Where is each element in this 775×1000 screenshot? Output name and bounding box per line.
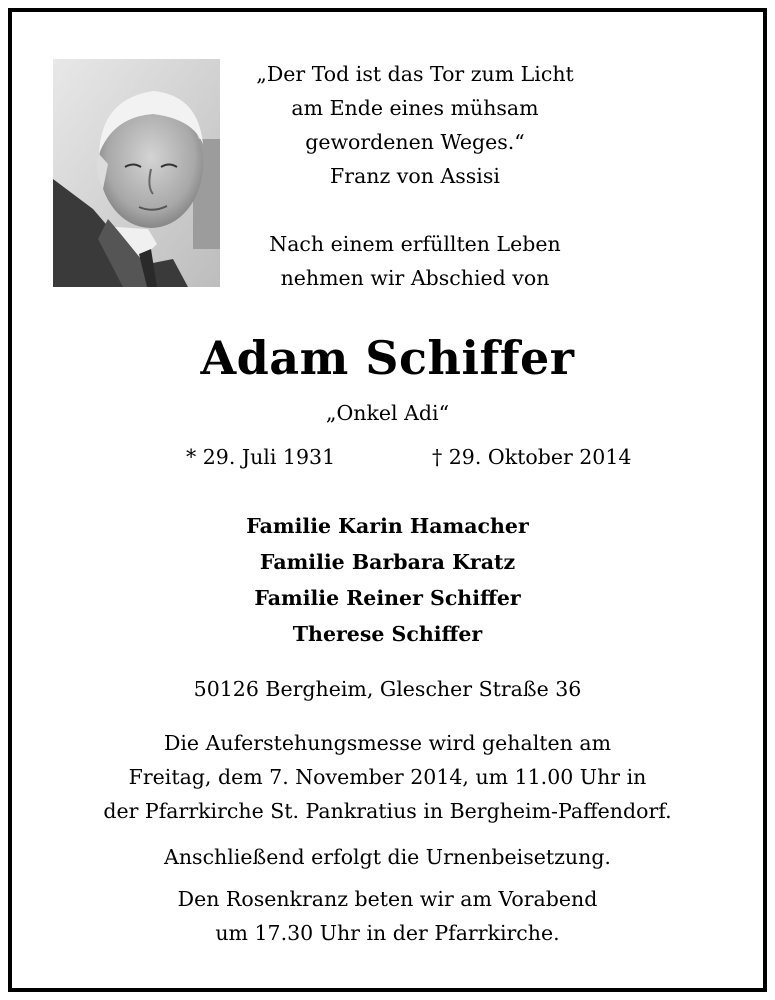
mourners-list [0, 508, 775, 652]
portrait-photo [53, 59, 220, 287]
intro-line: nehmen wir Abschied von [280, 266, 550, 290]
quote-line: am Ende eines mühsam [291, 96, 539, 120]
rosary-line: Den Rosenkranz beten wir am Vorabend [177, 887, 598, 911]
mass-line: der Pfarrkirche St. Pankratius in Bergheim-Paffendorf. [103, 799, 672, 823]
intro-text [210, 227, 620, 295]
deceased-nickname: „Onkel Adi“ [325, 401, 450, 425]
mass-line: Freitag, dem 7. November 2014, um 11.00 Uhr in [128, 765, 647, 789]
birth-date: * 29. Juli 1931 [186, 445, 336, 469]
portrait-image [53, 59, 220, 287]
deceased-name: Adam Schiffer [200, 331, 575, 385]
death-date: † 29. Oktober 2014 [432, 445, 632, 469]
mass-line: Die Auferstehungsmesse wird gehalten am [163, 731, 612, 755]
quote-author: Franz von Assisi [330, 164, 500, 188]
intro-line: Nach einem erfüllten Leben [269, 232, 561, 256]
rosary-details [0, 882, 775, 950]
mourner: Familie Karin Hamacher [246, 514, 529, 538]
quote-line: „Der Tod ist das Tor zum Licht [256, 62, 574, 86]
rosary-line: um 17.30 Uhr in der Pfarrkirche. [215, 921, 560, 945]
quote-block [210, 57, 620, 193]
mourner: Therese Schiffer [292, 622, 483, 646]
family-address: 50126 Bergheim, Glescher Straße 36 [193, 677, 582, 701]
quote-line: gewordenen Weges.“ [305, 130, 525, 154]
burial-note: Anschließend erfolgt die Urnenbeisetzung. [164, 845, 611, 869]
mourner: Familie Barbara Kratz [259, 550, 516, 574]
mourner: Familie Reiner Schiffer [254, 586, 521, 610]
mass-details [0, 726, 775, 828]
